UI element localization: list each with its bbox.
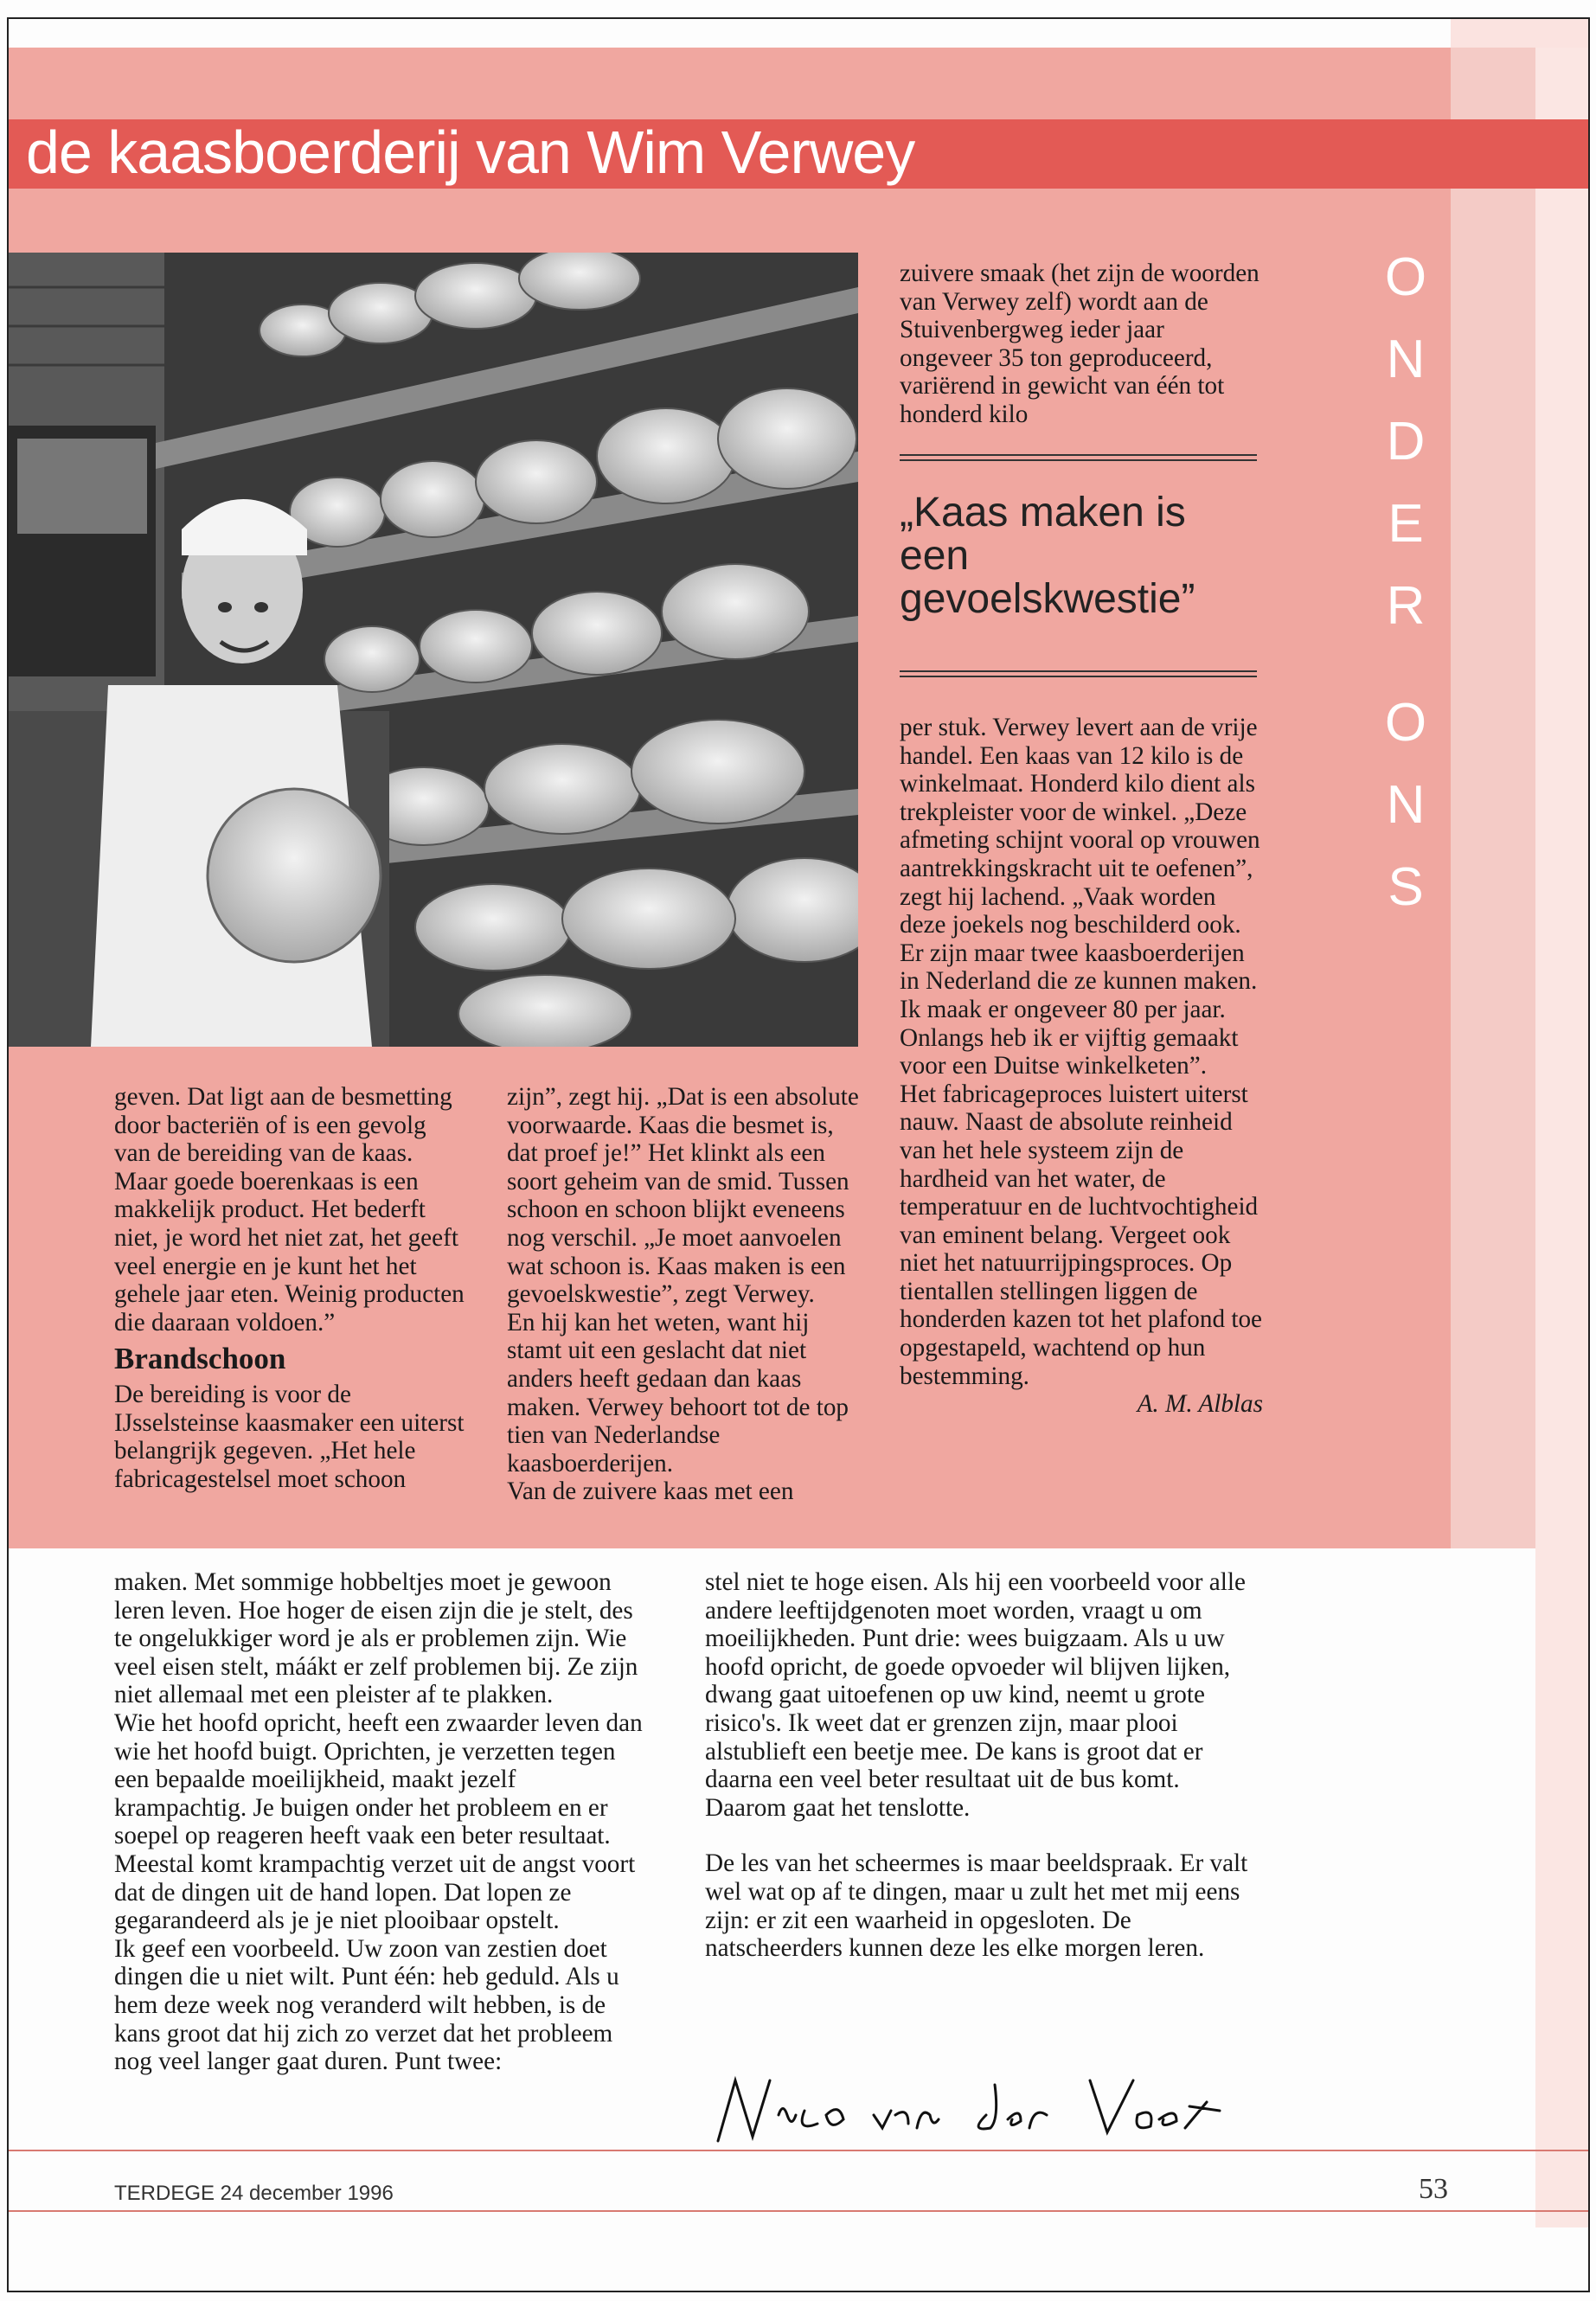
section-letter: N xyxy=(1386,330,1426,389)
signature xyxy=(709,2067,1228,2154)
paragraph: Wie het hoofd opricht, heeft een zwaarder leven dan wie het hoofd buigt. Oprichten, je verzetten tegen een bepaalde moeilijkheid, maakt jezelf krampachtig. Je buigen onder het probleem en er soepel op reageren heeft vaak een beter resultaat. Meestal komt krampachtig verzet uit de angst voort dat de dingen uit de hand lopen. Dat lopen ze gegarandeerd als je je niet plooibaar opstelt. xyxy=(114,1708,643,1935)
quote-rule-bottom xyxy=(900,670,1257,677)
subheading: Brandschoon xyxy=(114,1342,286,1376)
paragraph: geven. Dat ligt aan de besmetting door bacteriën of is een gevolg van de bereiding van de kaas. Maar goede boerenkaas is een makkelijk product. Het bederft niet, je word het niet zat, het geeft veel energie en je kunt het het gehele jaar eten. Weinig producten die daaraan voldoen.” xyxy=(114,1083,465,1336)
paragraph: De bereiding is voor de IJsselsteinse kaasmaker een uiterst belangrijk gegeven. „Het hele fabricagestelsel moet schoon xyxy=(114,1380,465,1493)
footer-rule xyxy=(9,2150,1588,2151)
right-column-top: zuivere smaak (het zijn de woorden van Verwey zelf) wordt aan de Stuivenbergweg ieder jaar ongeveer 35 ton geproduceerd, variërend in gewicht van één tot honderd kilo xyxy=(900,260,1259,428)
section-letter: O xyxy=(1384,693,1427,753)
page-title: de kaasboerderij van Wim Verwey xyxy=(26,119,915,186)
paragraph: stel niet te hoge eisen. Als hij een voorbeeld voor alle andere leeftijdgenoten moet worden, vraagt u om moeilijkheden. Punt drie: wees buigzaam. Als u uw hoofd opricht, de goede opvoeder wil blijven lijken, dwang gaat uitoefenen op uw kind, neemt u grote risico's. Ik weet dat er grenzen zijn, maar plooi alstublieft een beetje mee. De kans is groot dat er daarna een veel beter resultaat uit de bus komt. Daarom gaat het tenslotte. xyxy=(705,1568,1246,1822)
lower-right-column xyxy=(705,1568,1250,1963)
quote-rule-top xyxy=(900,454,1257,461)
middle-column xyxy=(507,1083,862,1506)
paragraph: maken. Met sommige hobbeltjes moet je gewoon leren leven. Hoe hoger de eisen zijn die je stelt, des te ongelukkiger word je als er problemen zijn. Wie veel eisen stelt, máákt er zelf problemen bij. Ze zijn niet allemaal met een pleister af te plakken. xyxy=(114,1568,638,1709)
section-letter: R xyxy=(1386,576,1426,636)
publication-info: TERDEGE 24 december 1996 xyxy=(114,2182,394,2205)
section-letter: S xyxy=(1388,857,1424,917)
section-letter: N xyxy=(1386,775,1426,835)
right-column-bottom xyxy=(900,714,1263,1419)
author: A. M. Alblas xyxy=(1137,1390,1263,1419)
paragraph: De les van het scheermes is maar beeldspraak. Er valt wel wat op af te dingen, maar u zult het met mij eens zijn: er zit een waarheid in opgesloten. De natscheerders kunnen deze les elke morgen leren. xyxy=(705,1849,1248,1963)
left-column xyxy=(114,1083,469,1493)
paragraph: per stuk. Verwey levert aan de vrije handel. Een kaas van 12 kilo is de winkelmaat. Honderd kilo dient als trekpleister voor de winkel. „Deze afmeting schijnt vooral op vrouwen aantrekkingskracht uit te oefenen”, zegt hij lachend. „Vaak worden deze joekels nog beschilderd ook. Er zijn maar twee kaasboerderijen in Nederland die ze kunnen maken. Ik maak er ongeveer 80 per jaar. Onlangs heb ik er vijftig gemaakt voor een Duitse winkelketen”. xyxy=(900,714,1260,1080)
section-letter: D xyxy=(1386,412,1426,471)
lower-left-column xyxy=(114,1568,651,2076)
cheese-farmer-photo xyxy=(9,253,858,1047)
paragraph: zijn”, zegt hij. „Dat is een absolute voorwaarde. Kaas die besmet is, dat proef je!” Het klinkt als een soort geheim van de smid. Tussen schoon en schoon blijkt eveneens nog verschil. „Je moet aanvoelen wat schoon is. Kaas maken is een gevoelskwestie”, zegt Verwey. xyxy=(507,1083,859,1309)
page-number: 53 xyxy=(1419,2173,1448,2205)
paragraph: Van de zuivere kaas met een xyxy=(507,1477,794,1506)
paragraph: Ik geef een voorbeeld. Uw zoon van zestien doet dingen die u niet wilt. Punt één: heb geduld. Als u hem deze week nog veranderd wilt hebben, is de kans groot dat hij zich zo verzet dat het probleem nog veel langer gaat duren. Punt twee: xyxy=(114,1934,619,2076)
paragraph: Het fabricageproces luistert uiterst nauw. Naast de absolute reinheid van het hele systeem zijn de hardheid van het water, de temperatuur en de luchtvochtigheid van eminent belang. Vergeet ook niet het natuurrijpingsproces. Op tientallen stellingen liggen de honderden kazen tot het plafond toe opgestapeld, wachtend op hun bestemming. xyxy=(900,1080,1263,1390)
pull-quote: „Kaas maken is een gevoelskwestie” xyxy=(900,490,1195,622)
section-letter: E xyxy=(1388,494,1424,554)
paragraph: En hij kan het weten, want hij stamt uit een geslacht dat niet anders heeft gedaan dan kaas maken. Verwey behoort tot de top tien van Nederlandse kaasboerderijen. xyxy=(507,1308,849,1477)
footer-rule xyxy=(9,2210,1588,2212)
section-letter: O xyxy=(1384,247,1427,307)
